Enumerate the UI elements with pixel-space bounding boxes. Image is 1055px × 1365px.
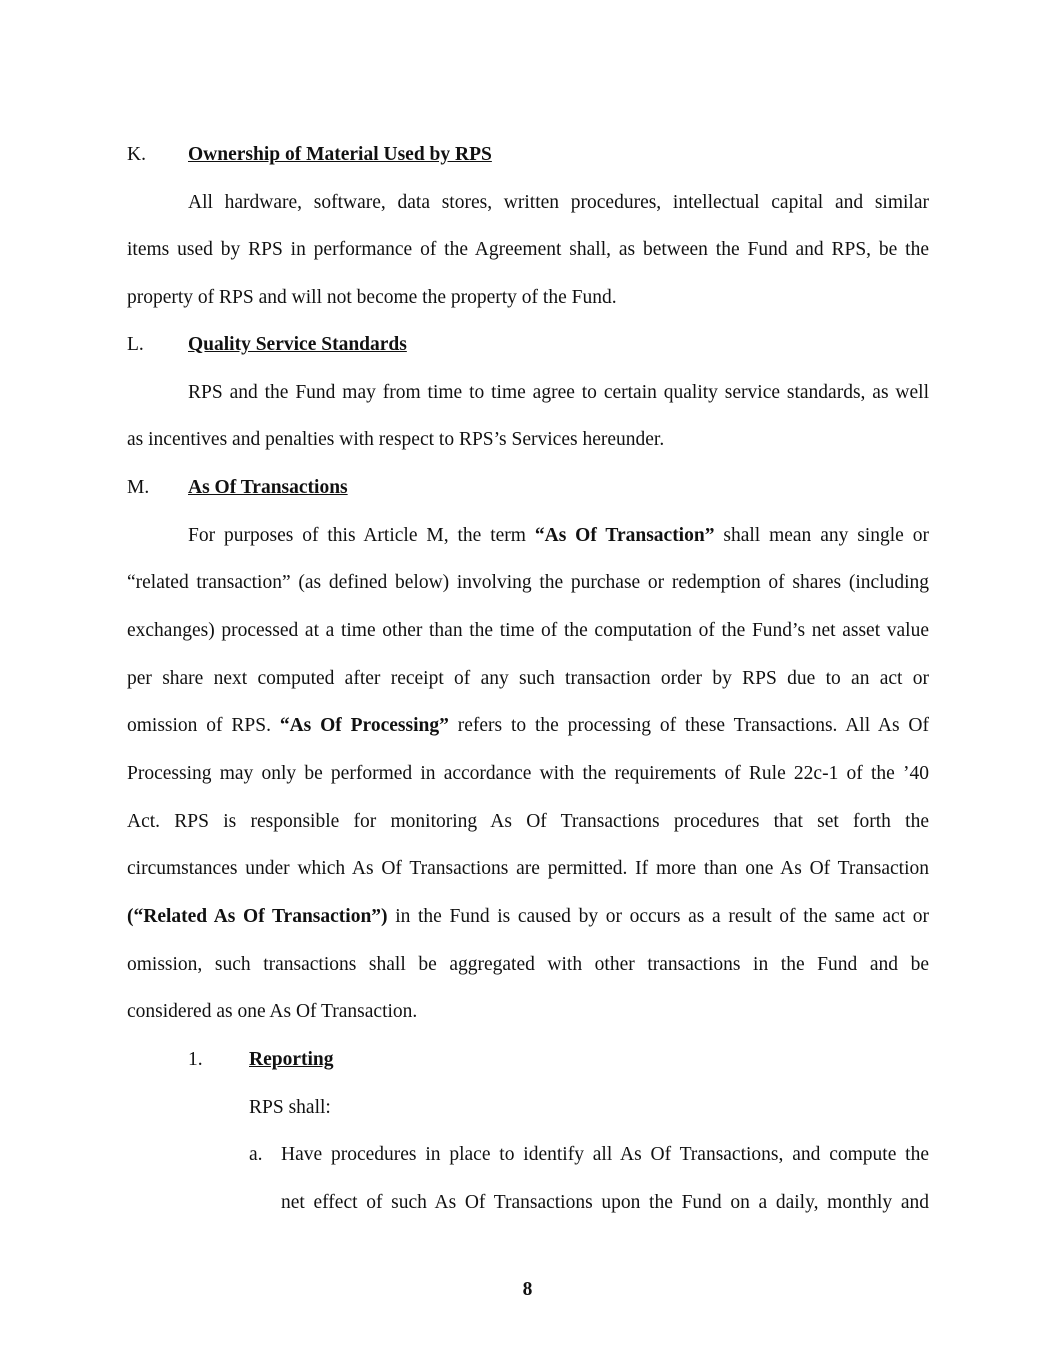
section-l-heading: Quality Service Standards [188, 334, 407, 355]
section-k-line-3: property of RPS and will not become the property of the Fund. [127, 287, 617, 308]
section-l-line-2: as incentives and penalties with respect to RPS’s Services hereunder. [127, 429, 665, 450]
section-m-letter: M. [127, 477, 150, 498]
section-m-heading: As Of Transactions [188, 477, 348, 498]
section-m-line-6: Processing may only be performed in accordance with the requirements of Rule 22c-1 of the ’40 [127, 763, 929, 784]
section-m-line-9: (“Related As Of Transaction”) in the Fund is caused by or occurs as a result of the same act or [127, 906, 929, 927]
reporting-heading: Reporting [249, 1049, 334, 1070]
term-as-of-processing: “As Of Processing” [279, 715, 449, 736]
term-related-as-of-transaction: (“Related As Of Transaction”) [127, 906, 388, 927]
section-l-line-1: RPS and the Fund may from time to time agree to certain quality service standards, as well [188, 382, 929, 403]
section-k-heading: Ownership of Material Used by RPS [188, 144, 492, 165]
item-a-line-2: net effect of such As Of Transactions upon the Fund on a daily, monthly and [281, 1192, 929, 1213]
section-m-line-1: For purposes of this Article M, the term “As Of Transaction” shall mean any single or [188, 525, 929, 546]
section-m-line-10: omission, such transactions shall be aggregated with other transactions in the Fund and be [127, 954, 929, 975]
section-k-letter: K. [127, 144, 146, 165]
term-as-of-transaction: “As Of Transaction” [534, 525, 715, 546]
section-k-line-2: items used by RPS in performance of the Agreement shall, as between the Fund and RPS, be the [127, 239, 929, 260]
section-m-line-7: Act. RPS is responsible for monitoring As Of Transactions procedures that set forth the [127, 811, 929, 832]
section-m-line-5: omission of RPS. “As Of Processing” refers to the processing of these Transactions. All As Of [127, 715, 929, 736]
reporting-number: 1. [188, 1049, 203, 1070]
section-m-line-4: per share next computed after receipt of any such transaction order by RPS due to an act or [127, 668, 929, 689]
page-number: 8 [522, 1279, 533, 1300]
section-m-line-2: “related transaction” (as defined below) involving the purchase or redemption of shares (including [127, 572, 929, 593]
section-m-line-3: exchanges) processed at a time other than the time of the computation of the Fund’s net asset value [127, 620, 929, 641]
section-m-line-11: considered as one As Of Transaction. [127, 1001, 418, 1022]
section-l-letter: L. [127, 334, 144, 355]
section-m-line-8: circumstances under which As Of Transactions are permitted. If more than one As Of Transaction [127, 858, 929, 879]
section-k-line-1: All hardware, software, data stores, written procedures, intellectual capital and similar [188, 192, 929, 213]
reporting-intro: RPS shall: [249, 1097, 331, 1118]
item-a-line-1: Have procedures in place to identify all As Of Transactions, and compute the [281, 1144, 929, 1165]
item-a-label: a. [249, 1144, 263, 1165]
